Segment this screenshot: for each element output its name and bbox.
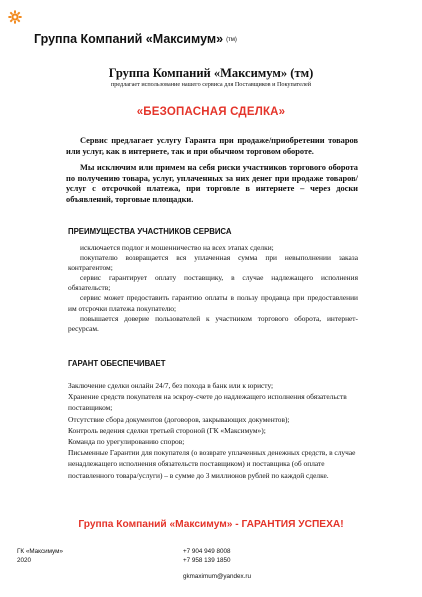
gear-logo-icon: [8, 10, 22, 24]
advantages-heading: ПРЕИМУЩЕСТВА УЧАСТНИКОВ СЕРВИСА: [68, 227, 232, 236]
trademark-mark: (тм): [226, 37, 237, 43]
footer-org-block: [17, 548, 63, 565]
guarantee-list: [68, 380, 360, 481]
footer-year: 2020: [17, 556, 32, 564]
list-item: покупателю возвращается вся уплаченная сумма при невыполнении заказа контрагентом;: [68, 253, 358, 273]
main-title: «БЕЗОПАСНАЯ СДЕЛКА»: [136, 106, 286, 118]
company-title: Группа Компаний «Максимум» (тм): [108, 66, 314, 80]
footer-phone: +7 958 139 1850: [183, 556, 231, 564]
list-item: Письменные Гарантии для покупателя (о возврате уплаченных денежных средств, в случае ненадлежащего исполнения обязательств поставщиком) и поставщика (об оплате поставленного товара/услуги) – в сумме до 3 миллионов рублей по каждой сделке.: [68, 448, 356, 480]
footer-phone: +7 904 949 8008: [183, 548, 231, 555]
advantages-list: [68, 243, 358, 334]
list-item: Контроль ведения сделки третьей стороной (ГК «Максимум»);: [68, 425, 266, 435]
list-item: Заключение сделки онлайн 24/7, без похода в банк или к юристу;: [68, 381, 274, 390]
list-item: Отсутствие сбора документов (договоров, закрывающих документов);: [68, 414, 290, 424]
intro-paragraph: Мы исключим или примем на себя риски участников торгового оборота по получению товара, услуг, уплаченных за них денег при продаже товаров/услуг с отсрочкой платежа, при торговле в интернете – через доски объявлений, торговые площадки.: [66, 163, 358, 204]
list-item: Команда по урегулированию споров;: [68, 437, 185, 447]
footer-org-name: ГК «Максимум»: [17, 548, 63, 555]
list-item: сервис гарантирует оплату поставщику, в случае надлежащего исполнения обязательств;: [68, 273, 358, 293]
list-item: Хранение средств покупателя на эскроу-счете до надлежащего исполнения обязательств поставщиком;: [68, 392, 347, 413]
list-item: сервис может предоставить гарантию оплаты в пользу продавца при предоставлении им отсрочки платежа покупателю;: [68, 293, 358, 313]
footer-contacts: [183, 548, 251, 582]
header-title: [34, 32, 237, 46]
company-subtitle: предлагает использование нашего сервиса для Поставщиков и Покупателей: [110, 81, 312, 88]
footer-email: gkmaximum@yandex.ru: [183, 573, 251, 581]
guarantee-heading: ГАРАНТ ОБЕСПЕЧИВАЕТ: [68, 359, 166, 368]
footer-banner: Группа Компаний «Максимум» - ГАРАНТИЯ УСПЕХА!: [78, 519, 344, 530]
list-item: исключается подлог и мошенничество на всех этапах сделки;: [80, 243, 274, 252]
intro-paragraph: Сервис предлагает услугу Гаранта при продаже/приобретении товаров или услуг, как в интернете, так и при обычном торговом обороте.: [66, 136, 358, 156]
header-company-name: Группа Компаний «Максимум»: [34, 32, 224, 46]
page-header: [6, 6, 416, 46]
list-item: повышается доверие пользователей к участником торгового оборота, интернет-ресурсам.: [68, 313, 358, 333]
